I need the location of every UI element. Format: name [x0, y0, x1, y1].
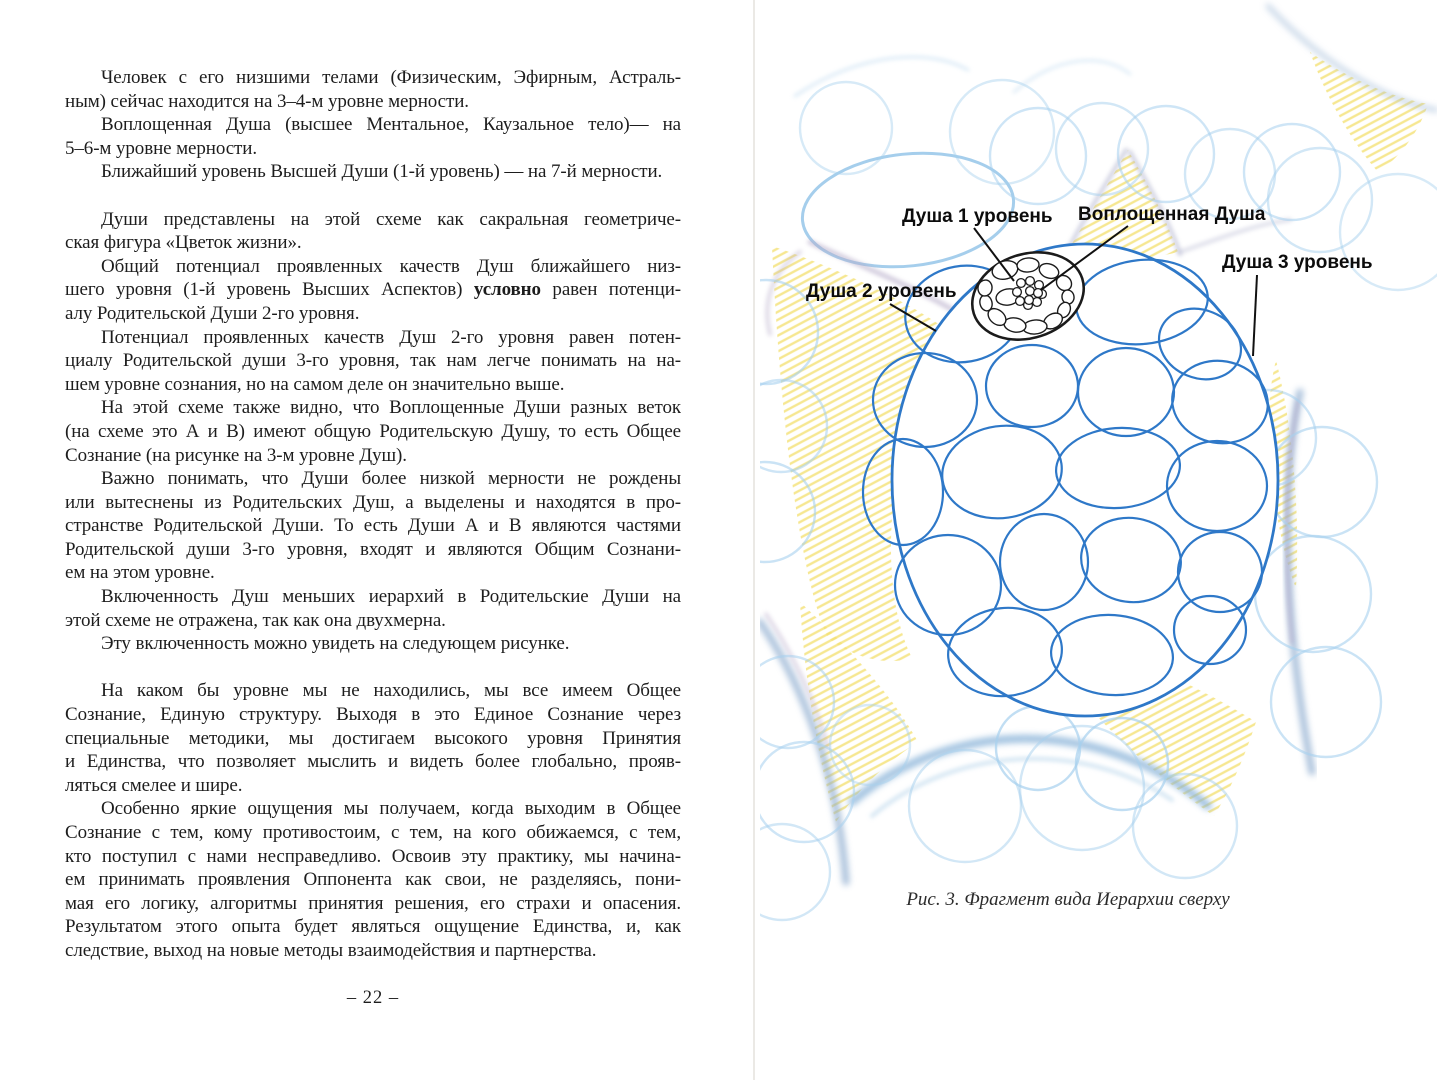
text-line: странстве Родительской Души. То есть Души А и В являются частями — [65, 515, 681, 537]
text-line: Сознание (на рисунке на 3-м уровне Душ). — [65, 444, 407, 466]
text-line: Важно понимать, что Души более низкой мерности не рождены — [101, 468, 681, 490]
text-line: этой схеме не отражена, так как она двухмерна. — [65, 609, 446, 631]
faint-soul-circle — [996, 706, 1080, 790]
text-line: ляться смелее и шире. — [65, 774, 243, 796]
text-line: Потенциал проявленных качеств Душ 2-го уровня равен потен- — [101, 326, 681, 348]
left-page-text-column — [65, 66, 681, 1009]
text-line: шем уровне сознания, но на самом деле он значительно выше. — [65, 373, 565, 395]
page-number: – 22 – — [346, 987, 400, 1008]
text-line: Души представлены на этой схеме как сакральная геометриче- — [101, 208, 681, 230]
incarnated-soul-circle — [1016, 297, 1025, 306]
incarnated-soul-circle — [1026, 277, 1035, 286]
text-line: Включенность Душ меньших иерархий в Родительские Души на — [101, 586, 681, 608]
text-line: Родительской души 3-го уровня, входят и являются Общим Сознани- — [65, 538, 681, 560]
pointer-line-soul-level-3 — [1253, 275, 1257, 356]
incarnated-soul-circle — [1013, 288, 1022, 297]
text-line: Особенно яркие ощущения мы получаем, когда выходим в Общее — [101, 798, 681, 820]
hierarchy-figure-svg — [760, 0, 1437, 1080]
figure-caption: Рис. 3. Фрагмент вида Иерархии сверху — [906, 889, 1230, 910]
text-line: Человек с его низшими телами (Физическим, Эфирным, Астраль- — [101, 67, 681, 88]
text-line: Сознание с тем, кому противостоим, с тем, на кого обижаемся, с тем, — [65, 822, 681, 843]
hierarchy-figure — [760, 0, 1437, 1080]
text-line: На этой схеме также видно, что Воплощенные Души разных веток — [101, 397, 681, 419]
incarnated-soul-circle — [1025, 296, 1034, 305]
text-line: ская фигура «Цветок жизни». — [65, 232, 302, 254]
text-line: ем на этом уровне. — [65, 562, 215, 584]
label-soul-level-3: Душа 3 уровень — [1222, 252, 1373, 273]
text-line: На каком бы уровне мы не находились, мы все имеем Общее — [101, 680, 681, 702]
text-line: алу Родительской Души 2-го уровня. — [65, 302, 360, 324]
text-line: мая его логику, алгоритмы принятия решения, его страхи и опасения. — [65, 892, 681, 914]
body-text — [65, 66, 681, 963]
paragraph-gap — [65, 656, 681, 680]
pencil-arc — [1014, 60, 1130, 92]
text-line: специальные методики, мы достигаем высокого уровня Принятия — [65, 727, 681, 749]
text-line: Ближайший уровень Высшей Души (1-й уровень) — на 7-й мерности. — [101, 161, 663, 183]
text-line: Сознание, Единую структуру. Выходя в это Единое Сознание через — [65, 704, 681, 726]
text-line: циалу Родительской души 3-го уровня, так нам легче понимать на на- — [65, 350, 681, 372]
text-line: (на схеме это А и В) имеют общую Родительскую Душу, то есть Общее — [65, 420, 681, 442]
text-line: следствие, выход на новые методы взаимодействия и партнерства. — [65, 939, 597, 961]
faint-soul-circle — [800, 82, 892, 174]
incarnated-soul-circle — [1017, 279, 1026, 288]
faint-soul-circle — [1271, 647, 1381, 757]
text-line: кто поступил с нами несправедливо. Освоив эту практику, мы начина- — [65, 845, 681, 867]
text-line: ем принимать проявления Оппонента как свои, не разделяясь, пони- — [65, 869, 681, 891]
faint-soul-circle — [990, 108, 1086, 204]
text-line: ным) сейчас находится на 3–4-м уровне мерности. — [65, 90, 469, 112]
text-line: шего уровня (1-й уровень Высших Аспектов) условно равен потенци- — [65, 279, 681, 301]
yellow-hatch-region — [1310, 52, 1428, 172]
faint-soul-circle — [1255, 536, 1371, 652]
label-incarnated-soul: Воплощенная Душа — [1078, 204, 1266, 225]
label-soul-level-1: Душа 1 уровень — [902, 206, 1053, 227]
text-line: или вытеснены из Родительских Душ, а выделены и находятся в про- — [65, 491, 681, 513]
label-soul-level-2: Душа 2 уровень — [806, 281, 957, 302]
text-line: и Единства, что позволяет мыслить и видеть более глобально, прояв- — [65, 751, 681, 773]
faint-soul-circle — [1268, 148, 1372, 252]
text-line: Общий потенциал проявленных качеств Душ ближайшего низ- — [101, 255, 681, 277]
paragraph-gap — [65, 184, 681, 208]
text-line: Эту включенность можно увидеть на следующем рисунке. — [101, 633, 570, 655]
page-gutter-line — [753, 0, 755, 1080]
text-line: Результатом этого опыта будет являться ощущение Единства, и, как — [65, 916, 681, 938]
text-line: 5–6-м уровне мерности. — [65, 137, 257, 159]
faint-soul-circle — [950, 80, 1054, 184]
text-line: Воплощенная Душа (высшее Ментальное, Каузальное тело)— на — [101, 114, 681, 136]
